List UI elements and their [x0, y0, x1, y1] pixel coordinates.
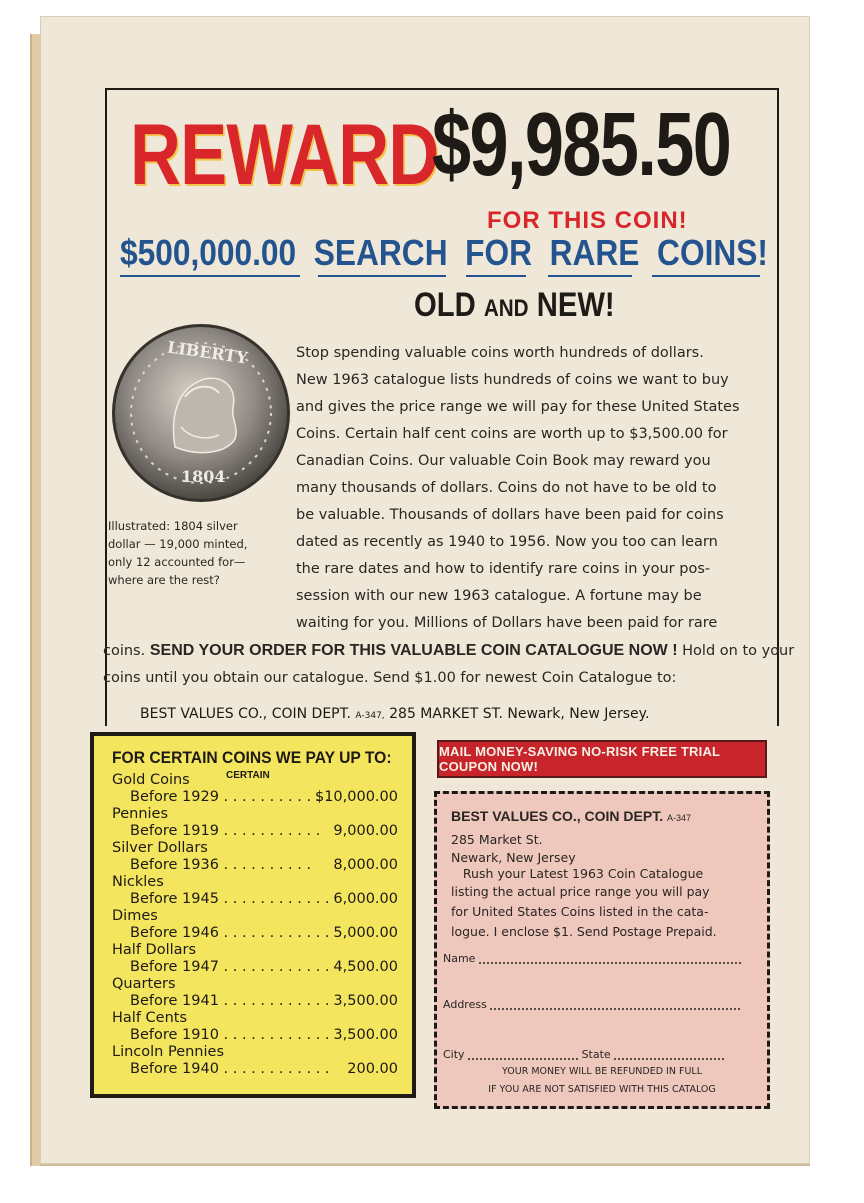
price-category: Gold Coins: [112, 772, 190, 788]
price-category: Pennies: [112, 806, 169, 822]
state-label: State: [581, 1048, 611, 1061]
and-word: AND: [483, 295, 529, 322]
price-category: Half Dollars: [112, 942, 197, 958]
search-headline: [120, 232, 768, 274]
before-year: Before 1910: [130, 1027, 219, 1043]
coupon-line: Rush your Latest 1963 Coin Catalogue: [451, 866, 704, 881]
silver-dollar-coin-image: [112, 324, 290, 502]
price-value: 200.00: [347, 1061, 398, 1077]
search-word: COINS!: [657, 232, 768, 273]
address-field[interactable]: [443, 998, 740, 1011]
body-line: and gives the price range we will pay for these United States: [296, 399, 740, 415]
body-copy: [296, 340, 761, 637]
price-value: 4,500.00: [333, 959, 398, 975]
before-year: Before 1945: [130, 891, 219, 907]
search-word: FOR: [465, 232, 533, 273]
dot-leader: . . . . . . . . . . . .: [218, 1061, 330, 1077]
body-line: session with our new 1963 catalogue. A fortune may be: [296, 588, 702, 604]
price-value: 6,000.00: [333, 891, 398, 907]
coin-legend: LIBERTY: [166, 337, 249, 368]
price-value: 8,000.00: [333, 857, 398, 873]
old-and-new: [414, 286, 615, 325]
dot-leader: . . . . . . . . . . . .: [218, 993, 330, 1009]
company-address: [140, 706, 649, 722]
price-list-heading: FOR CERTAIN COINS WE PAY UP TO:: [112, 748, 392, 767]
price-category: Silver Dollars: [112, 840, 208, 856]
body-line: Coins. Certain half cent coins are worth up to $3,500.00 for: [296, 426, 728, 442]
refund-note: YOUR MONEY WILL BE REFUNDED IN FULL: [502, 1066, 702, 1077]
old-word: OLD: [414, 286, 476, 324]
coupon-line: logue. I enclose $1. Send Postage Prepaid.: [451, 924, 717, 939]
body-line: New 1963 catalogue lists hundreds of coins we want to buy: [296, 372, 729, 388]
coin-caption: Illustrated: 1804 silver dollar — 19,000 minted, only 12 accounted for— where are the rest?: [108, 519, 248, 587]
price-before-date: [130, 959, 330, 975]
dot-leader: . . . . . . . . . . . .: [218, 1027, 330, 1043]
body-line: waiting for you. Millions of Dollars have been paid for rare: [296, 615, 718, 631]
order-prefix: coins.: [103, 643, 146, 659]
name-label: Name: [443, 952, 476, 965]
send-line: coins until you obtain our catalogue. Send $1.00 for newest Coin Catalogue to:: [103, 670, 677, 686]
address-label: Address: [443, 998, 487, 1011]
price-list-certain: CERTAIN: [226, 770, 270, 781]
coupon-line: 285 Market St.: [451, 832, 543, 847]
company-name: BEST VALUES CO., COIN DEPT.: [140, 706, 351, 722]
price-category: Nickles: [112, 874, 164, 890]
price-before-date: [130, 925, 330, 941]
price-category: Half Cents: [112, 1010, 188, 1026]
price-value: 9,000.00: [333, 823, 398, 839]
body-line: be valuable. Thousands of dollars have been paid for coins: [296, 507, 724, 523]
price-before-date: [130, 857, 311, 873]
price-value: 3,500.00: [333, 1027, 398, 1043]
new-word: NEW!: [536, 286, 615, 324]
underline: [548, 275, 632, 277]
price-before-date: [130, 1027, 330, 1043]
body-line: Stop spending valuable coins worth hundreds of dollars.: [296, 345, 704, 361]
before-year: Before 1947: [130, 959, 219, 975]
refund-note: IF YOU ARE NOT SATISFIED WITH THIS CATALOG: [488, 1084, 716, 1095]
city-label: City: [443, 1048, 465, 1061]
price-category: Dimes: [112, 908, 158, 924]
price-before-date: [130, 789, 330, 805]
for-this-coin: FOR THIS COIN!: [487, 207, 688, 234]
body-line: many thousands of dollars. Coins do not have to be old to: [296, 480, 717, 496]
price-before-date: [130, 823, 320, 839]
reward-headline: REWARD: [130, 107, 439, 203]
before-year: Before 1929: [130, 789, 219, 805]
dot-leader: . . . . . . . . . . . .: [218, 789, 330, 805]
price-before-date: [130, 993, 330, 1009]
order-bold: SEND YOUR ORDER FOR THIS VALUABLE COIN CATALOGUE NOW !: [149, 642, 678, 659]
coupon-line: for United States Coins listed in the cata-: [451, 904, 709, 919]
underline: [318, 275, 446, 277]
body-line: Canadian Coins. Our valuable Coin Book may reward you: [296, 453, 711, 469]
name-line[interactable]: [479, 954, 741, 964]
coupon-code: A-347: [667, 813, 692, 823]
underline: [120, 275, 300, 277]
reward-amount: $9,985.50: [432, 95, 731, 195]
before-year: Before 1940: [130, 1061, 219, 1077]
coupon-company-name: BEST VALUES CO., COIN DEPT.: [451, 808, 664, 824]
dot-leader: . . . . . . . . . . . .: [218, 925, 330, 941]
price-before-date: [130, 1061, 330, 1077]
name-field[interactable]: [443, 952, 741, 965]
coupon-line: Newark, New Jersey: [451, 850, 576, 865]
search-word: RARE: [549, 232, 640, 273]
search-word: SEARCH: [313, 232, 448, 273]
city-line[interactable]: [468, 1050, 578, 1060]
order-coupon: [434, 791, 770, 1109]
price-list-box: [90, 732, 416, 1098]
dot-leader: . . . . . . . . . . .: [218, 823, 321, 839]
dot-leader: . . . . . . . . . . . .: [218, 891, 330, 907]
dot-leader: . . . . . . . . . .: [218, 857, 312, 873]
coupon-line: listing the actual price range you will pay: [451, 884, 710, 899]
price-value: 3,500.00: [333, 993, 398, 1009]
before-year: Before 1919: [130, 823, 219, 839]
coupon-company: [451, 808, 691, 824]
underline: [466, 275, 526, 277]
price-category: Lincoln Pennies: [112, 1044, 224, 1060]
dot-leader: . . . . . . . . . . . .: [218, 959, 330, 975]
before-year: Before 1941: [130, 993, 219, 1009]
before-year: Before 1946: [130, 925, 219, 941]
body-line: dated as recently as 1940 to 1956. Now you too can learn: [296, 534, 718, 550]
city-state-field[interactable]: [443, 1048, 724, 1061]
coupon-banner: MAIL MONEY-SAVING NO-RISK FREE TRIAL COUPON NOW!: [437, 740, 767, 778]
dept-code: A-347,: [355, 711, 385, 721]
underline: [652, 275, 760, 277]
state-line[interactable]: [614, 1050, 724, 1060]
address-line[interactable]: [490, 1000, 740, 1010]
street-address: 285 MARKET ST. Newark, New Jersey.: [389, 706, 650, 722]
order-suffix: Hold on to your: [682, 643, 795, 659]
price-category: Quarters: [112, 976, 176, 992]
price-value: 5,000.00: [333, 925, 398, 941]
body-line: the rare dates and how to identify rare coins in your pos-: [296, 561, 711, 577]
coin-date: 1804: [181, 467, 226, 486]
search-word: $500,000.00: [120, 232, 297, 273]
order-line: [103, 642, 794, 660]
before-year: Before 1936: [130, 857, 219, 873]
price-value: $10,000.00: [314, 789, 398, 805]
price-before-date: [130, 891, 330, 907]
